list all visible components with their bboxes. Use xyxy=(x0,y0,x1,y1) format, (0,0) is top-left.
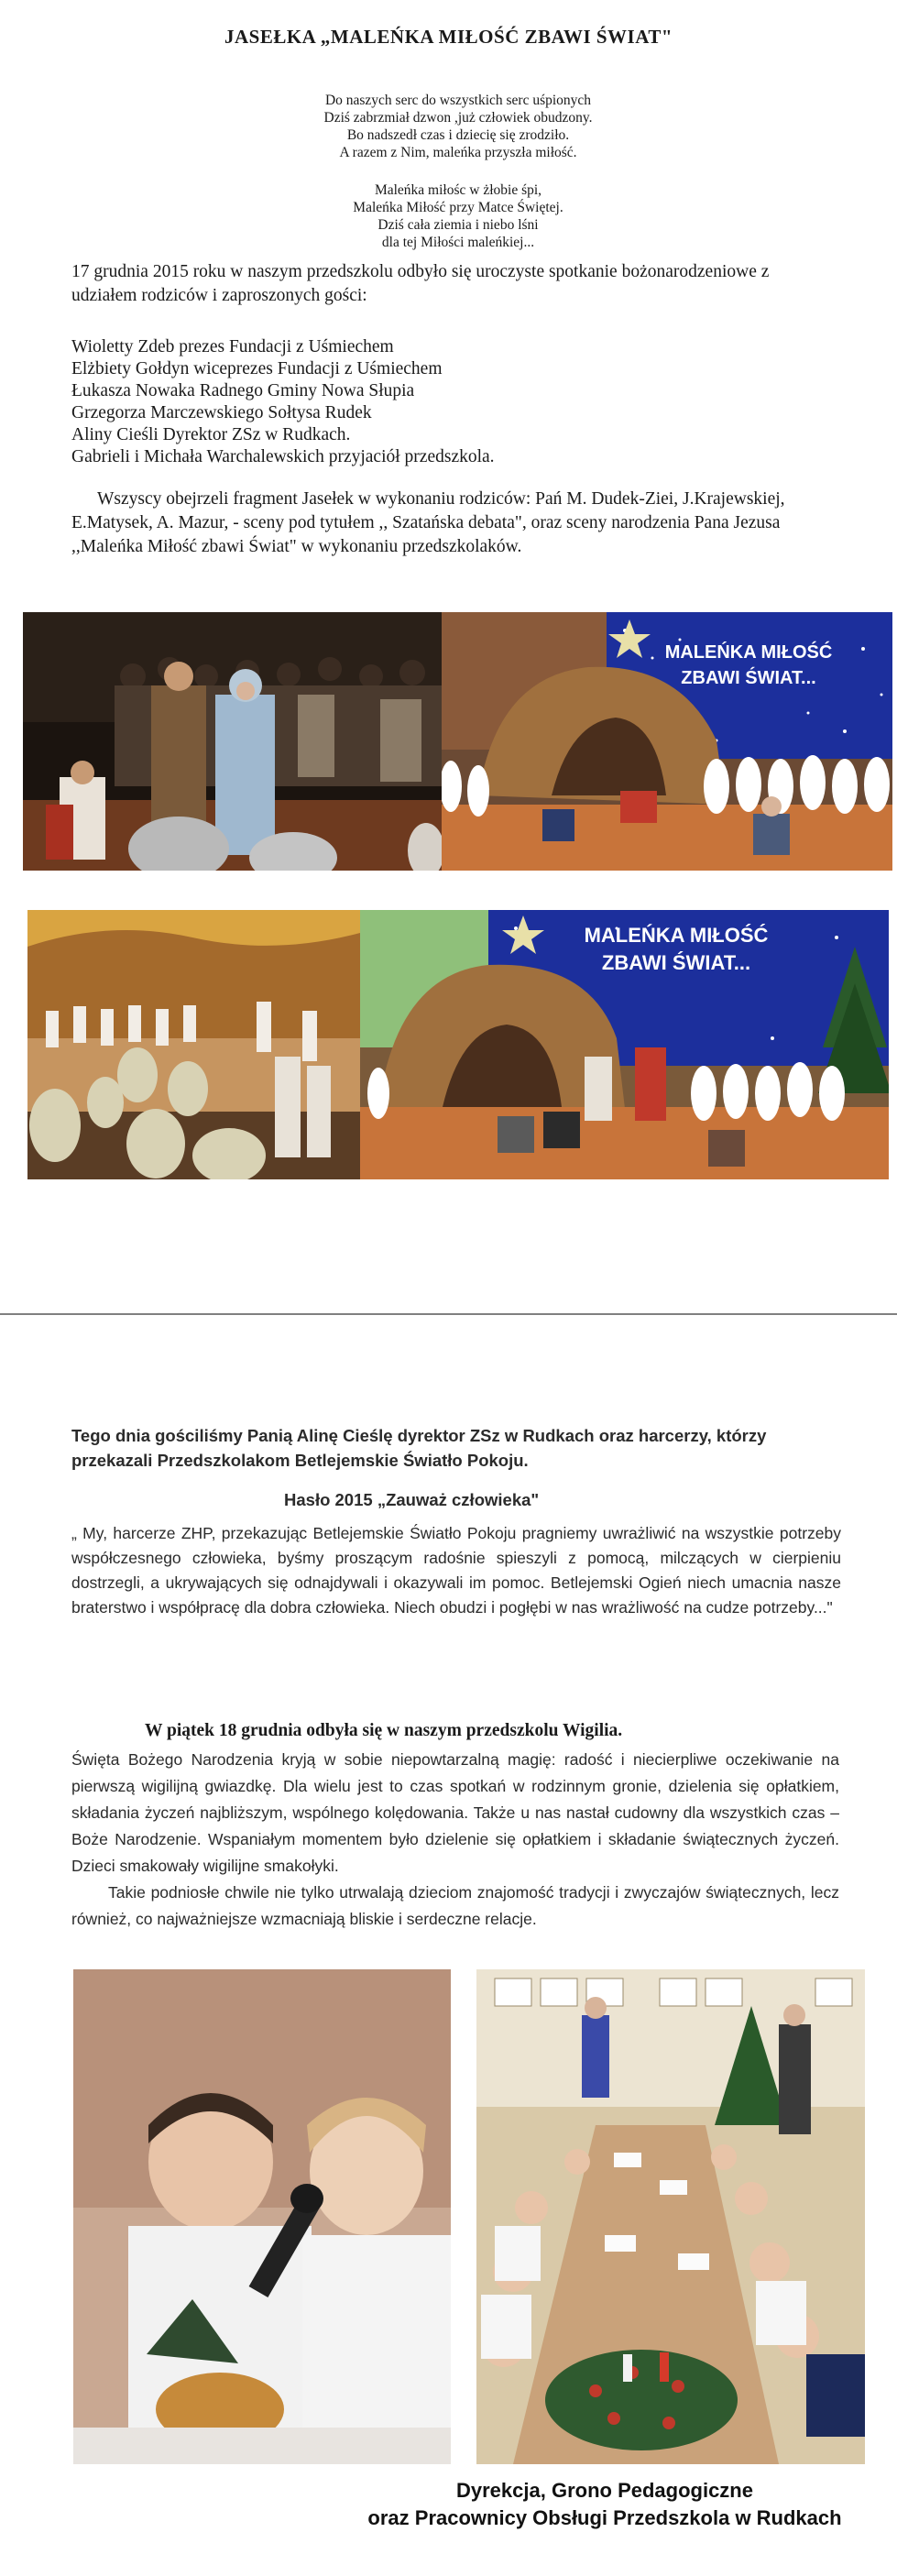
guest-item: Elżbiety Gołdyn wiceprezes Fundacji z Uśmiechem xyxy=(71,359,443,378)
wigilia-paragraph xyxy=(71,1747,839,1933)
wigilia-heading: W piątek 18 grudnia odbyła się w naszym przedszkolu Wigilia. xyxy=(145,1721,623,1740)
peace-light-text: Tego dnia gościliśmy Panią Alinę Cieślę dyrektor ZSz w Rudkach oraz harcerzy, którzy przekazali Przedszkolakom xyxy=(71,1426,767,1470)
banner-line-2: ZBAWI ŚWIAT... xyxy=(681,668,816,688)
nativity-audience-photo xyxy=(23,612,442,871)
guest-item: Aliny Cieśli Dyrektor ZSz w Rudkach. xyxy=(71,425,351,444)
poem-stanza-1 xyxy=(183,92,733,161)
performance-paragraph: Wszyscy obejrzeli fragment Jasełek w wykonaniu rodziców: Pań M. Dudek-Ziei, J.Krajewskiej, E.Matysek, A. Mazur, - sceny pod tytułem ,, Szatańska debata", oraz sceny narodzenia Pana Jezusa ,,Maleńka Miłość zbawi Świat" w wykonaniu przedszkolaków. xyxy=(71,489,785,556)
banner-line-1: MALEŃKA MIŁOŚĆ xyxy=(584,924,769,947)
signature-line-2: oraz Pracownicy Obsługi Przedszkola w Rudkach xyxy=(367,2506,842,2529)
nativity-kings-photo xyxy=(360,910,889,1179)
guest-item: Grzegorza Marczewskiego Sołtysa Rudek xyxy=(71,403,372,422)
peace-light-name: Betlejemskie Światło Pokoju. xyxy=(294,1451,529,1470)
poem-line: Do naszych serc do wszystkich serc uśpionych xyxy=(324,93,592,108)
poem-line: A razem z Nim, maleńka przyszła miłość. xyxy=(339,145,577,160)
children-microphone-photo xyxy=(73,1969,451,2464)
page-title: JASEŁKA „MALEŃKA MIŁOŚĆ ZBAWI ŚWIAT" xyxy=(224,26,673,48)
poem-line: Maleńka Miłość przy Matce Świętej. xyxy=(353,200,563,215)
banner-line-2: ZBAWI ŚWIAT... xyxy=(601,951,751,974)
signature-line-1: Dyrekcja, Grono Pedagogiczne xyxy=(456,2479,753,2502)
nativity-stage-photo xyxy=(442,612,892,871)
poem-stanza-2 xyxy=(183,181,733,251)
signature xyxy=(348,2477,861,2532)
peace-light-paragraph xyxy=(71,1423,841,1473)
wigilia-table-photo xyxy=(476,1969,865,2464)
intro-paragraph: 17 grudnia 2015 roku w naszym przedszkolu odbyło się uroczyste spotkanie bożonarodzeniowe z udziałem rodziców i zaproszonych gości: xyxy=(71,262,770,305)
wigilia-text-2: Takie podniosłe chwile nie tylko utrwalają dzieciom znajomość tradycji i zwyczajów świątecznych, lecz również, co najważniejsze wzmacniają bliskie i serdeczne relacje. xyxy=(71,1883,839,1928)
wigilia-text-1: Święta Bożego Narodzenia kryją w sobie niepowtarzalną magię: radość i niecierpliwe oczekiwanie na pierwszą wigilijną gwiazdkę. Dla wielu jest to czas spotkań w rodzinnym gronie, dzielenia się opłatkiem, składania życzeń najbliższym, wspólnego kolędowania. Także u nas nastał cudowny dla wszystkich czas – Boże Narodzenie. Wspaniałym momentem było dzielenie się opłatkiem i składanie świątecznych życzeń. Dzieci smakowały wigilijne smakołyki. xyxy=(71,1750,839,1875)
angels-photo xyxy=(27,910,360,1179)
poem-line: dla tej Miłości maleńkiej... xyxy=(381,235,535,250)
zhp-quote: „ My, harcerze ZHP, przekazując Betlejemskie Światło Pokoju pragniemy uwrażliwić na wszystkie potrzeby współczesnego człowieka, byśmy proszącym radośnie spieszyli z pomocą, milczących w cierpieniu dostrzegli, a ukrywających się odnajdywali i okazywali im pomoc. Betlejemski Ogień niech umacnia nasze braterstwo i współpracę dla dobra człowieka. Niech obudzi i pogłębi w nas wrażliwość na cudze potrzeby..." xyxy=(71,1524,841,1617)
motto-heading: Hasło 2015 „Zauważ człowieka" xyxy=(284,1490,540,1509)
poem-line: Bo nadszedł czas i dziecię się zrodziło. xyxy=(346,127,570,143)
guest-item: Wioletty Zdeb prezes Fundacji z Uśmiechem xyxy=(71,337,394,356)
guest-list xyxy=(71,336,823,468)
guest-item: Łukasza Nowaka Radnego Gminy Nowa Słupia xyxy=(71,381,415,400)
guest-item: Gabrieli i Michała Warchalewskich przyjaciół przedszkola. xyxy=(71,447,495,466)
section-divider xyxy=(0,1313,897,1315)
banner-line-1: MALEŃKA MIŁOŚĆ xyxy=(664,642,833,663)
poem-line: Dziś zabrzmiał dzwon ,już człowiek obudzony. xyxy=(323,110,593,126)
poem-line: Dziś cała ziemia i niebo lśni xyxy=(377,217,539,233)
poem-line: Maleńka miłośc w żłobie śpi, xyxy=(374,182,542,198)
